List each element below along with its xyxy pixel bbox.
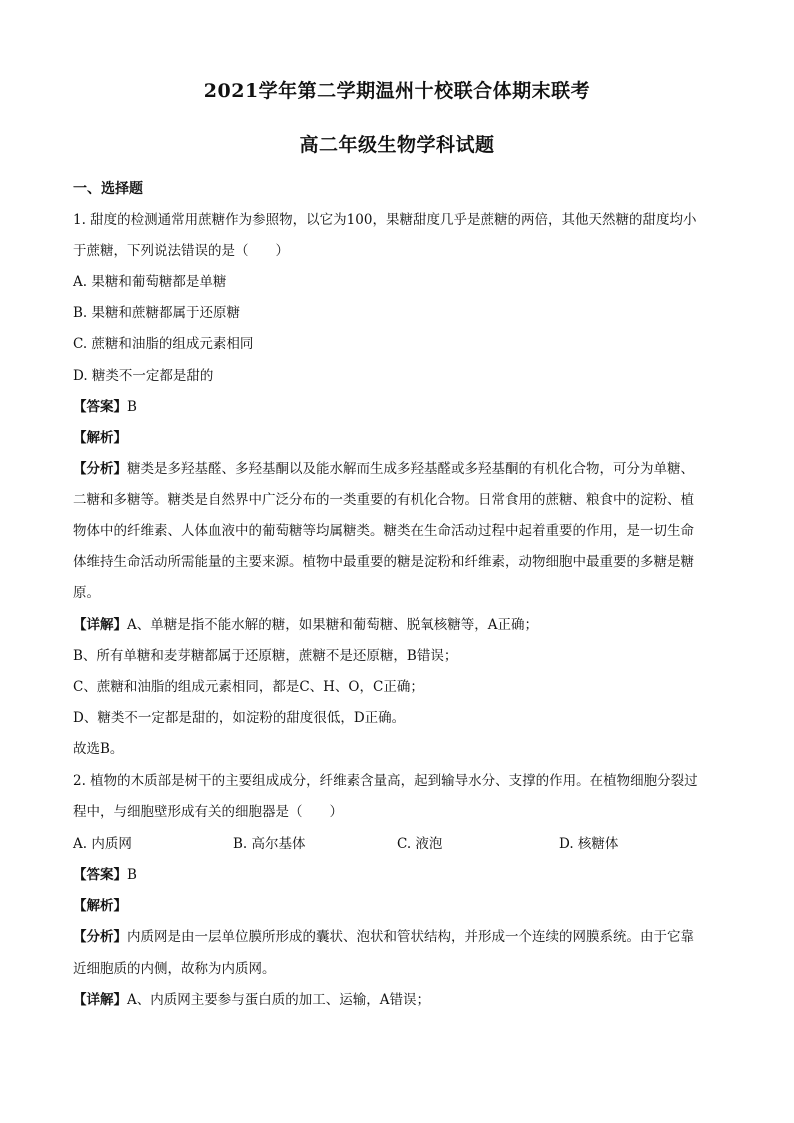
answer-value: B (127, 399, 137, 415)
xiangjie-tag: 【详解】 (73, 617, 127, 633)
answer-tag: 【答案】 (73, 867, 127, 883)
q1-xiangjie-line3: C、蔗糖和油脂的组成元素相同，都是C、H、O，C正确； (73, 679, 424, 695)
q2-option-c: C. 液泡 (397, 836, 443, 852)
q1-stem-line1: 1. 甜度的检测通常用蔗糖作为参照物，以它为100，果糖甜度几乎是蔗糖的两倍，其他天然糖的甜度均小 (73, 212, 697, 228)
q2-option-d: D. 核糖体 (559, 836, 619, 852)
q1-fenxi-line4: 体维持生命活动所需能量的主要来源。植物中最重要的糖是淀粉和纤维素，动物细胞中最重要的多糖是糖 (73, 554, 694, 570)
q2-option-a: A. 内质网 (73, 836, 132, 852)
document-subtitle: 高二年级生物学科试题 (299, 134, 495, 156)
q1-xiangjie-line2: B、所有单糖和麦芽糖都属于还原糖，蔗糖不是还原糖，B错误； (73, 648, 458, 664)
section-heading: 一、选择题 (73, 181, 143, 197)
q1-fenxi-line3: 物体中的纤维素、人体血液中的葡萄糖等均属糖类。糖类在生命活动过程中起着重要的作用，是一切生命 (73, 523, 694, 539)
q2-fenxi-line2: 近细胞质的内侧，故称为内质网。 (73, 961, 276, 977)
q1-option-a: A. 果糖和葡萄糖都是单糖 (73, 274, 227, 290)
fenxi-tag: 【分析】 (73, 461, 127, 477)
fenxi-tag: 【分析】 (73, 929, 127, 945)
q2-xiangjie-line1: 【详解】A、内质网主要参与蛋白质的加工、运输，A错误； (73, 992, 430, 1008)
q1-option-b: B. 果糖和蔗糖都属于还原糖 (73, 305, 241, 321)
q1-analysis-tag: 【解析】 (73, 430, 127, 446)
q2-answer (73, 866, 137, 884)
document-title: 2021学年第二学期温州十校联合体期末联考 (203, 80, 591, 102)
answer-tag: 【答案】 (73, 399, 127, 415)
q1-fenxi-line1: 【分析】糖类是多羟基醛、多羟基酮以及能水解而生成多羟基醛或多羟基酮的有机化合物，可分为单糖、 (73, 461, 694, 477)
q2-option-b: B. 高尔基体 (233, 836, 306, 852)
q1-stem-line2: 于蔗糖，下列说法错误的是（ ） (73, 243, 289, 259)
q2-stem-line2: 程中，与细胞壁形成有关的细胞器是（ ） (73, 804, 343, 820)
q1-option-d: D. 糖类不一定都是甜的 (73, 368, 214, 384)
q1-fenxi-line5: 原。 (73, 585, 100, 601)
q1-fenxi-line2: 二糖和多糖等。糖类是自然界中广泛分布的一类重要的有机化合物。日常食用的蔗糖、粮食中的淀粉、植 (73, 492, 694, 508)
q2-analysis-tag: 【解析】 (73, 898, 127, 914)
answer-value: B (127, 867, 137, 883)
q1-xiangjie-line4: D、糖类不一定都是甜的，如淀粉的甜度很低，D正确。 (73, 710, 406, 726)
q1-xiangjie-line1: 【详解】A、单糖是指不能水解的糖，如果糖和葡萄糖、脱氧核糖等，A正确； (73, 617, 538, 633)
q1-option-c: C. 蔗糖和油脂的组成元素相同 (73, 336, 254, 352)
xiangjie-tag: 【详解】 (73, 992, 127, 1008)
q1-conclusion: 故选B。 (73, 741, 124, 757)
q2-fenxi-line1: 【分析】内质网是由一层单位膜所形成的囊状、泡状和管状结构，并形成一个连续的网膜系统。由于它靠 (73, 929, 694, 945)
q1-answer (73, 398, 137, 416)
q2-stem-line1: 2. 植物的木质部是树干的主要组成成分，纤维素含量高，起到输导水分、支撑的作用。在植物细胞分裂过 (73, 773, 698, 789)
